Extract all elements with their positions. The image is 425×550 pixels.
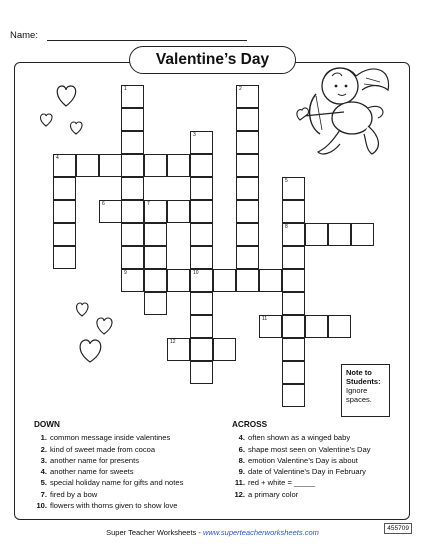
clue-item: 4. another name for sweets	[40, 467, 134, 477]
clue-number: 12	[170, 339, 176, 345]
grid-cell[interactable]	[121, 108, 144, 131]
grid-cell[interactable]	[190, 223, 213, 246]
clue-item: 12. a primary color	[234, 489, 299, 499]
grid-cell[interactable]	[144, 292, 167, 315]
grid-cell[interactable]	[282, 292, 305, 315]
grid-cell[interactable]	[99, 200, 122, 223]
grid-cell[interactable]	[121, 223, 144, 246]
grid-cell[interactable]	[190, 315, 213, 338]
grid-cell[interactable]	[121, 131, 144, 154]
cupid-illustration	[296, 56, 396, 164]
clue-number: 3	[193, 132, 196, 138]
grid-cell[interactable]	[121, 154, 144, 177]
grid-cell[interactable]	[190, 269, 213, 292]
clue-number: 7	[147, 201, 150, 207]
grid-cell[interactable]	[236, 131, 259, 154]
grid-cell[interactable]	[282, 200, 305, 223]
grid-cell[interactable]	[121, 200, 144, 223]
grid-cell[interactable]	[53, 177, 76, 200]
clue-item: 7. fired by a bow	[40, 489, 98, 499]
grid-cell[interactable]	[282, 177, 305, 200]
name-label: Name:	[10, 30, 38, 41]
clue-number: 6	[102, 201, 105, 207]
clue-item: 2. kind of sweet made from cocoa	[40, 444, 156, 454]
hearts-icon	[36, 78, 96, 138]
grid-cell[interactable]	[190, 200, 213, 223]
footer-brand: Super Teacher Worksheets	[106, 528, 197, 537]
clue-item: 11. red + white = _____	[234, 478, 316, 488]
note-body: Ignore spaces.	[346, 386, 372, 404]
down-heading: DOWN	[34, 420, 60, 429]
grid-cell[interactable]	[190, 361, 213, 384]
grid-cell[interactable]	[236, 177, 259, 200]
grid-cell[interactable]	[53, 200, 76, 223]
grid-cell[interactable]	[99, 154, 122, 177]
clue-item: 4. often shown as a winged baby	[238, 433, 351, 443]
clue-number: 5	[285, 178, 288, 184]
grid-cell[interactable]	[76, 154, 99, 177]
across-clues	[232, 419, 407, 500]
clue-item: 10. flowers with thorns given to show love	[36, 501, 178, 511]
grid-cell[interactable]	[236, 154, 259, 177]
grid-cell[interactable]	[144, 223, 167, 246]
grid-cell[interactable]	[190, 338, 213, 361]
grid-cell[interactable]	[328, 223, 351, 246]
grid-cell[interactable]	[167, 338, 190, 361]
grid-cell[interactable]	[259, 269, 282, 292]
grid-cell[interactable]	[282, 361, 305, 384]
footer: Super Teacher Worksheets - www.superteacherworksheets.com	[106, 528, 319, 537]
grid-cell[interactable]	[144, 154, 167, 177]
clue-number: 8	[285, 224, 288, 230]
name-line[interactable]	[47, 40, 247, 41]
grid-cell[interactable]	[259, 315, 282, 338]
grid-cell[interactable]	[236, 200, 259, 223]
clue-item: 8. emotion Valentine’s Day is about	[238, 455, 358, 465]
grid-cell[interactable]	[213, 269, 236, 292]
grid-cell[interactable]	[167, 269, 190, 292]
grid-cell[interactable]	[305, 315, 328, 338]
down-clues	[34, 419, 224, 511]
clue-item: 3. another name for presents	[40, 455, 140, 465]
clue-number: 9	[124, 270, 127, 276]
grid-cell[interactable]	[144, 269, 167, 292]
grid-cell[interactable]	[236, 269, 259, 292]
grid-cell[interactable]	[236, 108, 259, 131]
clue-number: 2	[239, 86, 242, 92]
grid-cell[interactable]	[190, 177, 213, 200]
grid-cell[interactable]	[167, 154, 190, 177]
grid-cell[interactable]	[282, 384, 305, 407]
clue-item: 9. date of Valentine’s Day in February	[238, 467, 366, 477]
grid-cell[interactable]	[236, 246, 259, 269]
note-to-students	[341, 364, 390, 417]
grid-cell[interactable]	[121, 269, 144, 292]
note-heading: Note to Students:	[346, 368, 381, 386]
clue-number: 1	[124, 86, 127, 92]
grid-cell[interactable]	[282, 223, 305, 246]
hearts-icon	[70, 298, 130, 368]
grid-cell[interactable]	[144, 200, 167, 223]
grid-cell[interactable]	[144, 246, 167, 269]
clue-item: 6. shape most seen on Valentine’s Day	[238, 444, 371, 454]
clue-item: 5. special holiday name for gifts and notes	[40, 478, 184, 488]
grid-cell[interactable]	[305, 223, 328, 246]
grid-cell[interactable]	[282, 269, 305, 292]
grid-cell[interactable]	[282, 338, 305, 361]
grid-cell[interactable]	[53, 223, 76, 246]
worksheet-code: 455709	[384, 523, 412, 534]
grid-cell[interactable]	[53, 246, 76, 269]
grid-cell[interactable]	[121, 177, 144, 200]
clue-number: 10	[193, 270, 199, 276]
clue-number: 4	[56, 155, 59, 161]
grid-cell[interactable]	[190, 246, 213, 269]
grid-cell[interactable]	[236, 223, 259, 246]
across-heading: ACROSS	[232, 420, 268, 429]
footer-url[interactable]: www.superteacherworksheets.com	[202, 528, 319, 537]
grid-cell[interactable]	[328, 315, 351, 338]
grid-cell[interactable]	[121, 85, 144, 108]
grid-cell[interactable]	[53, 154, 76, 177]
grid-cell[interactable]	[121, 246, 144, 269]
worksheet-title: Valentine’s Day	[129, 46, 296, 74]
grid-cell[interactable]	[282, 246, 305, 269]
grid-cell[interactable]	[351, 223, 374, 246]
grid-cell[interactable]	[190, 131, 213, 154]
grid-cell[interactable]	[236, 85, 259, 108]
grid-cell[interactable]	[190, 292, 213, 315]
grid-cell[interactable]	[190, 154, 213, 177]
clue-item: 1. common message inside valentines	[40, 433, 171, 443]
grid-cell[interactable]	[213, 338, 236, 361]
clue-number: 11	[262, 316, 268, 322]
grid-cell[interactable]	[282, 315, 305, 338]
grid-cell[interactable]	[167, 200, 190, 223]
